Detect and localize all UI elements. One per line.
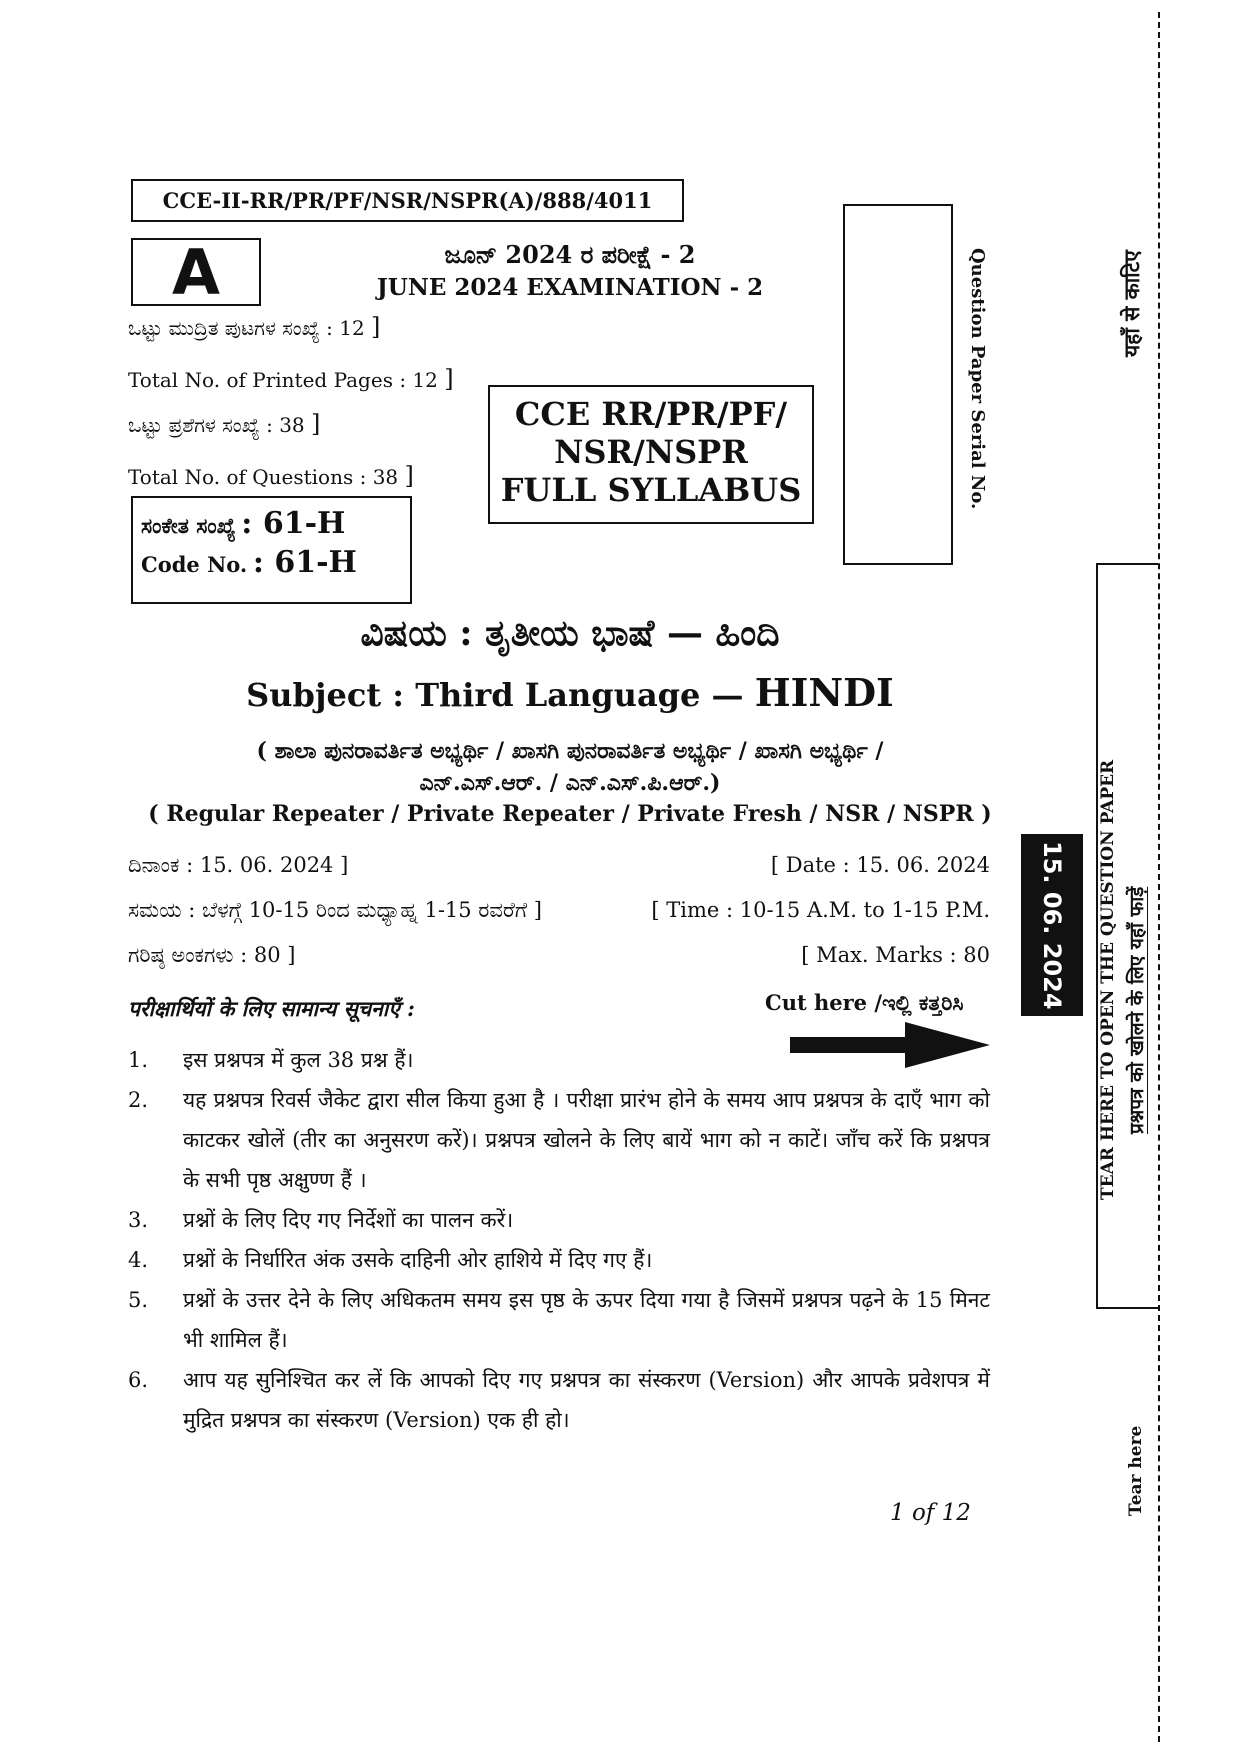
instruction-number: 1. [128, 1048, 149, 1072]
page-number: 1 of 12 [890, 1500, 971, 1526]
bracket: ] [404, 462, 414, 490]
subject-english-prefix: Subject : Third Language — [246, 676, 755, 714]
instruction-text: इस प्रश्नपत्र में कुल 38 प्रश्न हैं। [183, 1048, 414, 1072]
code-number-kannada [141, 506, 410, 541]
bracket: ] [311, 410, 321, 438]
instruction-item [128, 1240, 990, 1280]
date-kannada: ದಿನಾಂಕ : 15. 06. 2024 ] [128, 853, 349, 877]
syllabus-box [488, 385, 814, 524]
instruction-text: आप यह सुनिश्चित कर लें कि आपको दिए गए प्रश्नपत्र का संस्करण (Version) और आपके प्रवेशपत्र में मुद्रित प्रश्नपत्र का संस्करण (Version) एक ही हो। [183, 1368, 990, 1432]
marks-row [128, 943, 990, 968]
code-value-kannada: : 61-H [241, 506, 346, 541]
questions-count-english [128, 462, 414, 490]
cut-here-label: Cut here /ಇಲ್ಲಿ ಕತ್ತರಿಸಿ [765, 990, 964, 1015]
bracket: ] [371, 313, 381, 341]
questions-count-kannada-text: ಒಟ್ಟು ಪ್ರಶೆಗಳ ಸಂಖ್ಯೆ : 38 [128, 413, 305, 437]
syllabus-line-3: FULL SYLLABUS [500, 471, 802, 509]
instruction-text: प्रश्नों के लिए दिए गए निर्देशों का पालन करें। [183, 1208, 514, 1232]
code-number-box [131, 496, 412, 604]
question-paper-serial-box [843, 204, 953, 565]
instruction-item [128, 1040, 990, 1080]
code-value-english: : 61-H [252, 545, 357, 580]
instruction-text: प्रश्नों के उत्तर देने के लिए अधिकतम समय इस पृष्ठ के ऊपर दिया गया है जिसमें प्रश्नपत्र पढ़ने के 15 मिनट भी शामिल हैं। [183, 1288, 990, 1352]
bracket: ] [444, 365, 454, 393]
instruction-number: 6. [128, 1368, 149, 1392]
time-kannada: ಸಮಯ : ಬೆಳಗ್ಗೆ 10-15 ರಿಂದ ಮಧ್ಯಾಹ್ನ 1-15 ರವರೆಗೆ ] [128, 898, 542, 922]
instruction-number: 5. [128, 1288, 149, 1312]
questions-count-kannada [128, 410, 320, 438]
subject-english-main: HINDI [754, 670, 894, 715]
time-english: [ Time : 10-15 A.M. to 1-15 P.M. [651, 898, 990, 922]
instructions-list [128, 1040, 990, 1440]
time-row [128, 898, 990, 923]
marks-english: [ Max. Marks : 80 [801, 943, 990, 967]
instructions-title: परीक्षार्थियों के लिए सामान्य सूचनाएँ : [128, 996, 415, 1021]
candidate-categories-kannada [130, 735, 1010, 799]
date-strip-text: 15. 06. 2024 [1038, 840, 1066, 1010]
candidate-categories-kannada-line-2: ಎನ್.ಎಸ್.ಆರ್. / ಎನ್.ಎಸ್.ಪಿ.ಆರ್.) [419, 770, 721, 796]
exam-title-english: JUNE 2024 EXAMINATION - 2 [376, 274, 764, 301]
instruction-number: 3. [128, 1208, 149, 1232]
tear-here-label: Tear here [1126, 1425, 1146, 1517]
code-number-english [141, 545, 410, 580]
subject-english [120, 670, 1020, 715]
printed-pages-english-text: Total No. of Printed Pages : 12 [128, 368, 438, 392]
instruction-item [128, 1200, 990, 1240]
instruction-item [128, 1280, 990, 1360]
tear-dashed-line[interactable] [1158, 12, 1160, 1742]
version-letter: A [131, 238, 261, 306]
exam-title-kannada: ಜೂನ್ 2024 ರ ಪರೀಕ್ಷೆ - 2 [444, 240, 696, 269]
date-strip [1021, 834, 1083, 1016]
instruction-item [128, 1080, 990, 1200]
code-label-english: Code No. [141, 552, 248, 577]
candidate-categories-english: ( Regular Repeater / Private Repeater / Private Fresh / NSR / NSPR ) [148, 801, 992, 827]
instruction-item [128, 1360, 990, 1440]
instruction-number: 4. [128, 1248, 149, 1272]
syllabus-line-1: CCE RR/PR/PF/ [514, 395, 788, 433]
cut-here-hindi: यहाँ से काटिए [1119, 250, 1144, 358]
printed-pages-english [128, 365, 454, 393]
printed-pages-kannada-text: ಒಟ್ಟು ಮುದ್ರಿತ ಪುಟಗಳ ಸಂಖ್ಯೆ : 12 [128, 316, 365, 340]
candidate-categories-kannada-line-1: ( ಶಾಲಾ ಪುನರಾವರ್ತಿತ ಅಭ್ಯರ್ಥಿ / ಖಾಸಗಿ ಪುನರಾವರ್ತಿತ ಅಭ್ಯರ್ಥಿ / ಖಾಸಗಿ ಅಭ್ಯರ್ಥಿ / [256, 738, 884, 764]
date-english: [ Date : 15. 06. 2024 [770, 853, 990, 877]
instruction-text: प्रश्नों के निर्धारित अंक उसके दाहिनी ओर हाशिये में दिए गए हैं। [183, 1248, 653, 1272]
instruction-text: यह प्रश्नपत्र रिवर्स जैकेट द्वारा सील किया हुआ है । परीक्षा प्रारंभ होने के समय आप प्रश्नपत्र के दाएँ भाग को काटकर खोलें (तीर का अनुसरण करें)। प्रश्नपत्र खोलने के लिए बायें भाग को न काटें। जाँच करें कि प्रश्नपत्र के सभी पृष्ठ अक्षुण्ण हैं । [183, 1088, 990, 1192]
tear-instruction-hindi: प्रश्नपत्र को खोलने के लिए यहाँ फाड़ें [1126, 886, 1148, 1134]
printed-pages-kannada [128, 313, 380, 341]
syllabus-line-2: NSR/NSPR [554, 433, 748, 471]
paper-code-reference: CCE-II-RR/PR/PF/NSR/NSPR(A)/888/4011 [131, 179, 684, 222]
question-paper-serial-label: Question Paper Serial No. [967, 248, 988, 510]
date-row [128, 853, 990, 878]
subject-kannada: ವಿಷಯ : ತೃತೀಯ ಭಾಷೆ — ಹಿಂದಿ [360, 612, 780, 654]
marks-kannada: ಗರಿಷ್ಠ ಅಂಕಗಳು : 80 ] [128, 943, 296, 967]
instruction-number: 2. [128, 1088, 149, 1112]
tear-instruction-english: TEAR HERE TO OPEN THE QUESTION PAPER [1098, 759, 1118, 1201]
questions-count-english-text: Total No. of Questions : 38 [128, 465, 399, 489]
code-label-kannada: ಸಂಕೇತ ಸಂಖ್ಯೆ [141, 513, 236, 538]
